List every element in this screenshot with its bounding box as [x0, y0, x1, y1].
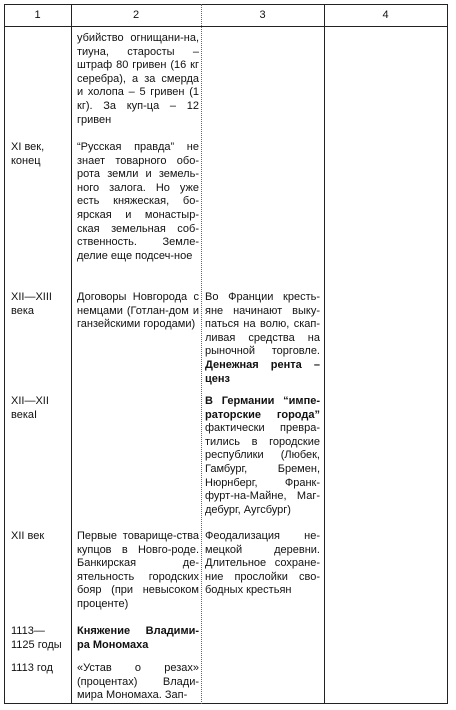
column-header-3: 3: [259, 9, 266, 21]
row-3-col-3-text: фактически превра-тились в городские республики (Любек, Гамбург, Бремен, Нюрнберг, Франк-фурт-на-Майне, Маг-дебург, Аугсбург): [205, 422, 320, 516]
row-4-col-2: Первые товарище-ства купцов в Новго-роде. Банкирская де-ятельность городских бояр (при невысоком проценте): [77, 530, 199, 610]
row-6-date: 1113 год: [11, 662, 53, 674]
row-2-col-3-bold: Денежная рента – ценз: [205, 358, 320, 385]
column-divider-2: [201, 4, 203, 704]
row-2-date: XII—XIII века: [11, 291, 52, 317]
row-2-col-2: Договоры Новгорода с немцами (Готлан-дом и ганзейскими городами): [77, 291, 199, 331]
row-5-date: 1113—1125 годы: [11, 625, 62, 651]
table-left-border: [4, 4, 5, 704]
row-1-date: XI век, конец: [11, 141, 45, 167]
row-0-col-2: убийство огнищани-на, тиуна, старосты – штраф 80 гривен (16 кг серебра), а за смерда и холопа – 5 гривен (1 кг). За куп-ца – 12 гривен: [77, 32, 199, 126]
row-2-col-3: [205, 291, 320, 386]
column-header-2: 2: [132, 9, 140, 21]
row-5-col-2: Княжение Владими-ра Мономаха: [77, 625, 199, 651]
row-4-col-3: Феодализация не-мецкой деревни. Длительное сохране-ние прослойки сво-бодных крестьян: [205, 530, 320, 597]
row-6-col-2: «Устав о резах» (процентах) Влади-мира Мономаха. Зап-: [77, 662, 199, 702]
column-header-4: 4: [382, 9, 389, 21]
column-divider-3: [324, 4, 325, 704]
row-4-date: XII век: [11, 530, 45, 542]
column-divider-1: [71, 4, 72, 704]
row-3-col-3-bold: В Германии “импе-раторские города”: [205, 395, 320, 421]
document-page: [4, 4, 450, 704]
column-header-1: 1: [34, 9, 41, 21]
row-3-col-3: [205, 395, 320, 517]
row-3-date: XII—XII векаI: [11, 395, 49, 421]
row-1-col-2: “Русская правда” не знает товарного обо-рота земли и земель-ного залога. Но уже есть княжеская, бо-ярская и монастыр-ская земельная соб-ственность. Земле-делие еще подсеч-ное: [77, 141, 199, 262]
row-2-col-3-text: Во Франции кресть-яне начинают выку-паться на волю, скап-ливая средства на рыночной торговле.: [205, 291, 320, 358]
table-right-border: [447, 4, 448, 704]
